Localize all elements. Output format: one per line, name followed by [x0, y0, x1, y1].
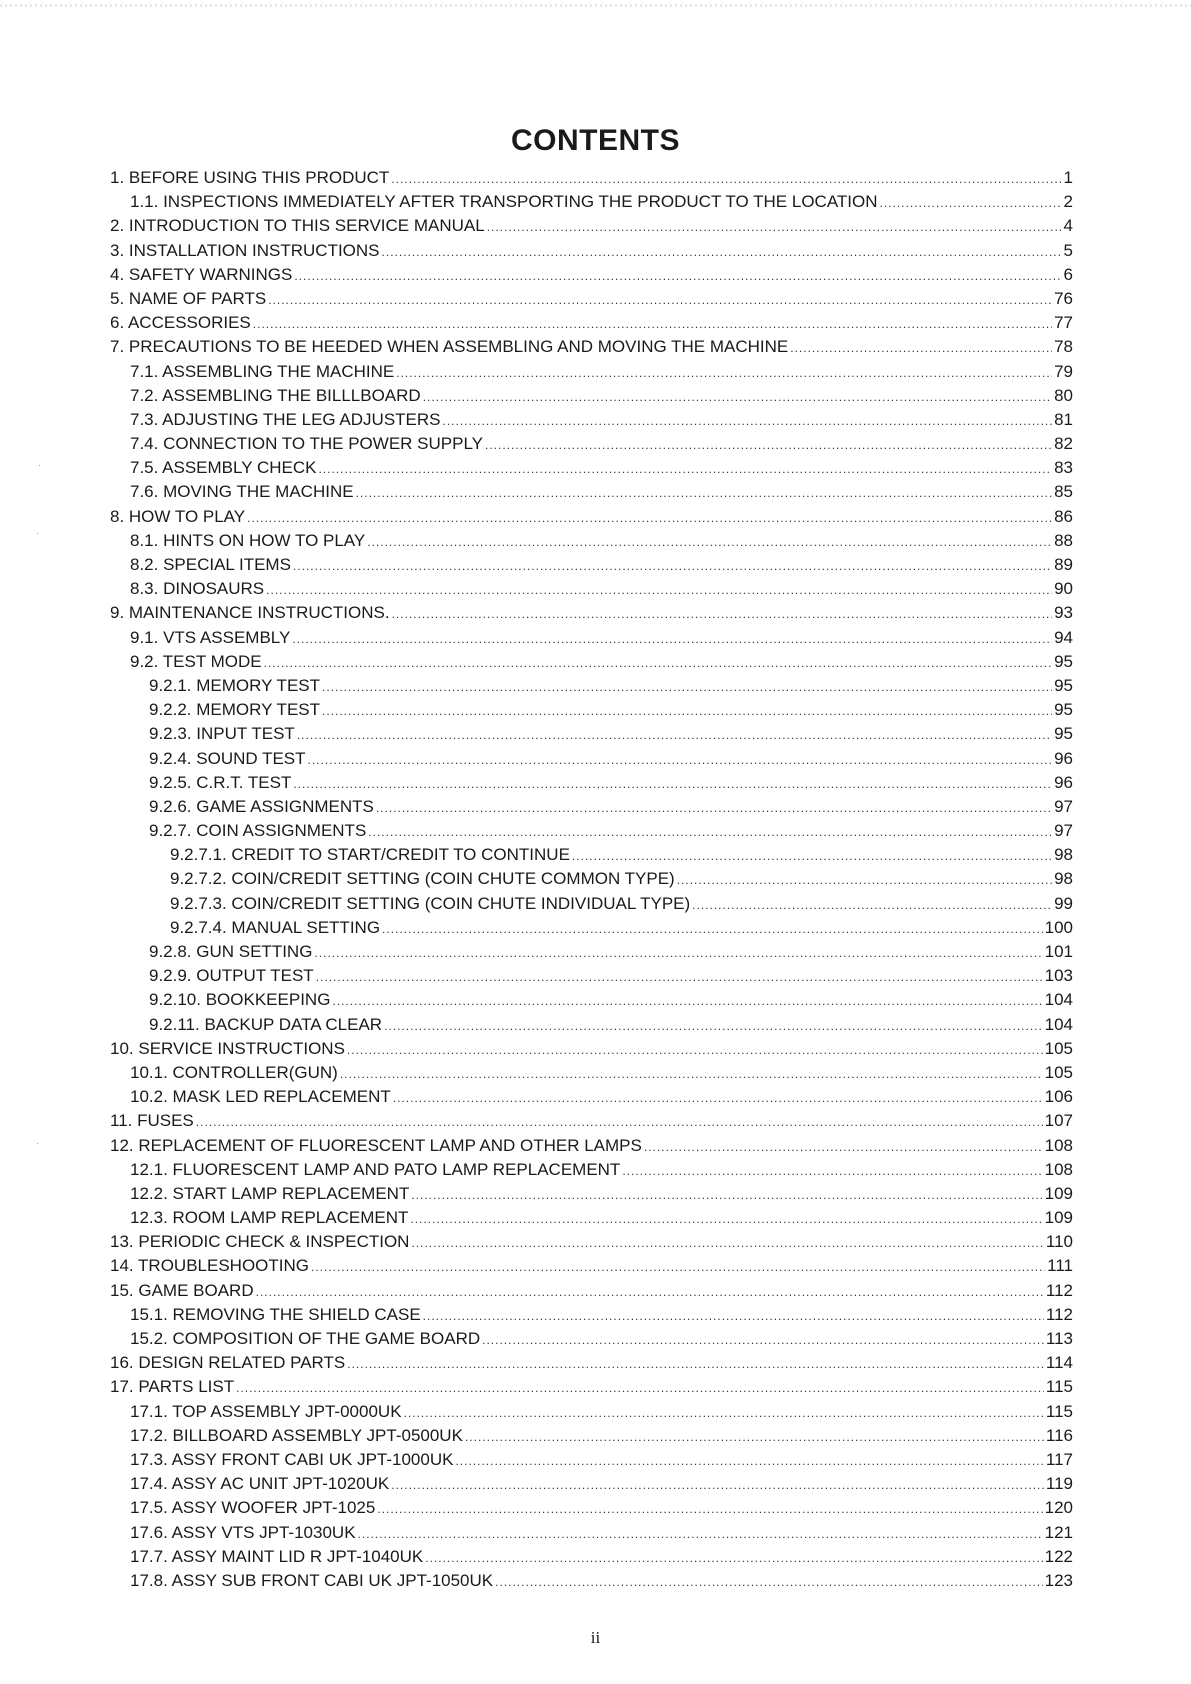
toc-entry-title: 12. REPLACEMENT OF FLUORESCENT LAMP AND OTHER LAMPS — [110, 1135, 642, 1155]
toc-entry — [110, 1254, 1073, 1278]
toc-entry-title: 17. PARTS LIST — [110, 1377, 235, 1397]
toc-entry — [110, 1303, 1073, 1327]
toc-entry-title: 1.1. INSPECTIONS IMMEDIATELY AFTER TRANSPORTING THE PRODUCT TO THE LOCATION — [130, 192, 878, 212]
toc-entry-title: 13. PERIODIC CHECK & INSPECTION — [110, 1232, 410, 1252]
toc-entry-page: 97 — [1054, 796, 1073, 816]
toc-dot-leader — [404, 1401, 1044, 1425]
toc-entry-page: 5 — [1063, 240, 1073, 260]
toc-entry — [110, 214, 1073, 238]
toc-entry-page: 104 — [1044, 990, 1073, 1010]
toc-entry — [110, 819, 1073, 843]
toc-dot-leader — [367, 530, 1052, 554]
toc-entry-title: 9.2.6. GAME ASSIGNMENTS — [149, 796, 374, 816]
toc-entry-title: 17.8. ASSY SUB FRONT CABI UK JPT-1050UK — [130, 1570, 494, 1590]
toc-entry-title: 17.3. ASSY FRONT CABI UK JPT-1000UK — [130, 1449, 454, 1469]
toc-entry-title: 9.2.7.1. CREDIT TO START/CREDIT TO CONTINUE — [170, 845, 570, 865]
toc-entry-title: 7.2. ASSEMBLING THE BILLLBOARD — [130, 385, 421, 405]
toc-dot-leader — [677, 868, 1052, 892]
toc-entry-title: 9.2.9. OUTPUT TEST — [149, 966, 314, 986]
toc-entry — [110, 1013, 1073, 1037]
toc-entry-title: 17.6. ASSY VTS JPT-1030UK — [130, 1522, 356, 1542]
toc-entry — [110, 601, 1073, 625]
toc-entry-page: 2 — [1063, 192, 1073, 212]
toc-entry-page: 96 — [1054, 772, 1073, 792]
toc-entry-page: 103 — [1044, 966, 1073, 986]
toc-entry — [110, 263, 1073, 287]
toc-dot-leader — [322, 699, 1052, 723]
toc-entry-title: 3. INSTALLATION INSTRUCTIONS — [110, 240, 380, 260]
toc-entry-title: 8.2. SPECIAL ITEMS — [130, 555, 291, 574]
toc-entry — [110, 722, 1073, 746]
toc-entry-title: 9.2.3. INPUT TEST — [149, 724, 295, 744]
toc-dot-leader — [266, 578, 1052, 602]
toc-entry — [110, 988, 1073, 1012]
toc-entry-title: 2. INTRODUCTION TO THIS SERVICE MANUAL — [110, 216, 485, 236]
toc-dot-leader — [382, 917, 1043, 941]
toc-entry-page: 100 — [1044, 917, 1073, 937]
toc-entry — [110, 1375, 1073, 1399]
toc-dot-leader — [495, 1570, 1042, 1594]
toc-dot-leader — [297, 723, 1052, 747]
toc-entry-page: 99 — [1054, 893, 1073, 913]
toc-entry-page: 109 — [1044, 1208, 1073, 1228]
toc-entry-page: 76 — [1054, 288, 1073, 308]
toc-dot-leader — [314, 941, 1042, 965]
toc-dot-leader — [247, 506, 1052, 530]
toc-entry-page: 82 — [1054, 434, 1073, 454]
toc-dot-leader — [236, 1376, 1044, 1400]
toc-entry-page: 121 — [1044, 1522, 1073, 1542]
toc-entry-page: 77 — [1054, 313, 1073, 333]
toc-entry — [110, 1109, 1073, 1133]
toc-entry — [110, 892, 1073, 916]
toc-dot-leader — [347, 1352, 1044, 1376]
toc-dot-leader — [487, 215, 1062, 239]
toc-entry — [110, 1521, 1073, 1545]
toc-entry-page: 95 — [1054, 675, 1073, 695]
toc-entry-title: 9.2.7.3. COIN/CREDIT SETTING (COIN CHUTE INDIVIDUAL TYPE) — [170, 893, 691, 913]
toc-dot-leader — [411, 1183, 1042, 1207]
toc-entry — [110, 384, 1073, 408]
toc-entry-page: 98 — [1054, 845, 1073, 865]
toc-entry-page: 6 — [1063, 264, 1073, 284]
toc-dot-leader — [423, 385, 1052, 409]
toc-entry-page: 107 — [1044, 1111, 1073, 1131]
toc-entry — [110, 964, 1073, 988]
toc-dot-leader — [358, 1522, 1043, 1546]
toc-entry-page: 111 — [1047, 1256, 1073, 1276]
toc-entry-page: 4 — [1063, 216, 1073, 236]
toc-entry — [110, 1279, 1073, 1303]
toc-dot-leader — [485, 433, 1052, 457]
toc-dot-leader — [410, 1207, 1042, 1231]
toc-entry-page: 109 — [1044, 1183, 1073, 1203]
toc-entry — [110, 311, 1073, 335]
toc-entry-title: 17.2. BILLBOARD ASSEMBLY JPT-0500UK — [130, 1425, 463, 1445]
toc-entry-page: 85 — [1054, 482, 1073, 502]
toc-dot-leader — [465, 1425, 1044, 1449]
toc-entry-title: 8. HOW TO PLAY — [110, 506, 246, 526]
toc-dot-leader — [292, 627, 1052, 651]
toc-dot-leader — [268, 288, 1052, 312]
toc-entry-title: 10.2. MASK LED REPLACEMENT — [130, 1087, 391, 1107]
scan-speck: · — [36, 528, 40, 539]
toc-dot-leader — [332, 989, 1042, 1013]
toc-entry-page: 112 — [1045, 1304, 1073, 1324]
toc-entry-page: 115 — [1045, 1401, 1073, 1421]
toc-dot-leader — [391, 167, 1061, 191]
toc-dot-leader — [443, 409, 1053, 433]
toc-entry-page: 117 — [1045, 1449, 1073, 1469]
toc-dot-leader — [196, 1110, 1043, 1134]
toc-entry-page: 108 — [1044, 1159, 1073, 1179]
toc-entry-page: 95 — [1054, 724, 1073, 744]
toc-dot-leader — [318, 457, 1052, 481]
toc-entry-page: 106 — [1044, 1087, 1073, 1107]
toc-entry — [110, 1472, 1073, 1496]
toc-entry-title: 7.6. MOVING THE MACHINE — [130, 482, 354, 502]
toc-entry-page: 114 — [1045, 1353, 1073, 1373]
toc-entry — [110, 1424, 1073, 1448]
toc-entry — [110, 1182, 1073, 1206]
toc-entry-page: 96 — [1054, 748, 1073, 768]
toc-entry-page: 113 — [1045, 1329, 1073, 1348]
toc-dot-leader — [572, 844, 1052, 868]
toc-entry — [110, 1061, 1073, 1085]
toc-dot-leader — [293, 554, 1052, 578]
toc-entry-title: 17.4. ASSY AC UNIT JPT-1020UK — [130, 1474, 390, 1494]
toc-entry-page: 108 — [1044, 1135, 1073, 1155]
toc-entry-title: 9. MAINTENANCE INSTRUCTIONS. — [110, 603, 390, 623]
toc-entry-title: 15. GAME BOARD — [110, 1280, 254, 1300]
toc-entry-page: 116 — [1045, 1425, 1073, 1445]
toc-dot-leader — [425, 1546, 1042, 1570]
toc-dot-leader — [253, 312, 1052, 336]
toc-dot-leader — [322, 675, 1052, 699]
scan-edge-noise — [0, 4, 1191, 7]
toc-entry-title: 10. SERVICE INSTRUCTIONS — [110, 1038, 345, 1058]
toc-entry — [110, 1400, 1073, 1424]
toc-dot-leader — [423, 1304, 1044, 1328]
toc-dot-leader — [347, 1038, 1043, 1062]
toc-entry — [110, 795, 1073, 819]
toc-entry-page: 94 — [1054, 627, 1073, 647]
toc-entry-title: 9.2.7.4. MANUAL SETTING — [170, 917, 381, 937]
toc-dot-leader — [692, 893, 1052, 917]
toc-entry-page: 90 — [1054, 579, 1073, 599]
scan-speck: · — [38, 460, 42, 471]
toc-entry-page: 98 — [1054, 869, 1073, 889]
toc-entry — [110, 1037, 1073, 1061]
toc-dot-leader — [880, 191, 1062, 215]
toc-entry — [110, 698, 1073, 722]
toc-dot-leader — [644, 1135, 1043, 1159]
toc-dot-leader — [264, 651, 1052, 675]
toc-entry — [110, 867, 1073, 891]
toc-entry-page: 119 — [1045, 1474, 1073, 1494]
toc-entry-title: 17.7. ASSY MAINT LID R JPT-1040UK — [130, 1546, 424, 1566]
toc-entry — [110, 1230, 1073, 1254]
toc-entry — [110, 239, 1073, 263]
toc-entry-title: 9.2.1. MEMORY TEST — [149, 675, 321, 695]
toc-entry-page: 88 — [1054, 530, 1073, 550]
toc-entry — [110, 1085, 1073, 1109]
toc-dot-leader — [256, 1280, 1044, 1304]
toc-entry-page: 1 — [1063, 168, 1073, 187]
toc-dot-leader — [396, 361, 1052, 385]
toc-entry — [110, 1351, 1073, 1375]
toc-entry — [110, 480, 1073, 504]
toc-entry-title: 1. BEFORE USING THIS PRODUCT — [110, 168, 390, 187]
toc-entry-page: 105 — [1044, 1062, 1073, 1082]
toc-entry-title: 7.4. CONNECTION TO THE POWER SUPPLY — [130, 434, 483, 454]
toc-entry-page: 101 — [1044, 942, 1073, 961]
toc-entry — [110, 747, 1073, 771]
toc-entry — [110, 287, 1073, 311]
scan-speck: · — [36, 1138, 40, 1149]
toc-entry-page: 86 — [1054, 506, 1073, 526]
toc-entry — [110, 1134, 1073, 1158]
toc-entry-title: 9.2.7.2. COIN/CREDIT SETTING (COIN CHUTE COMMON TYPE) — [170, 869, 675, 889]
toc-entry — [110, 1545, 1073, 1569]
toc-entry-title: 12.3. ROOM LAMP REPLACEMENT — [130, 1208, 409, 1228]
toc-entry-page: 97 — [1054, 821, 1073, 841]
toc-dot-leader — [377, 1497, 1042, 1521]
toc-dot-leader — [294, 264, 1061, 288]
toc-entry-title: 8.1. HINTS ON HOW TO PLAY — [130, 530, 366, 550]
toc-entry-title: 7.3. ADJUSTING THE LEG ADJUSTERS — [130, 409, 441, 429]
toc-entry-title: 15.1. REMOVING THE SHIELD CASE — [130, 1304, 421, 1324]
toc-entry-title: 9.2. TEST MODE — [130, 651, 262, 671]
toc-entry-title: 12.1. FLUORESCENT LAMP AND PATO LAMP REPLACEMENT — [130, 1159, 621, 1179]
toc-entry — [110, 843, 1073, 867]
toc-dot-leader — [392, 602, 1052, 626]
toc-entry — [110, 771, 1073, 795]
page-number: ii — [590, 1628, 601, 1647]
toc-dot-leader — [382, 240, 1062, 264]
toc-entry-title: 12.2. START LAMP REPLACEMENT — [130, 1183, 410, 1203]
toc-entry-title: 9.2.10. BOOKKEEPING — [149, 990, 331, 1010]
toc-entry-page: 105 — [1044, 1038, 1073, 1058]
toc-entry-page: 79 — [1054, 361, 1073, 381]
toc-entry — [110, 1569, 1073, 1593]
toc-entry-title: 7. PRECAUTIONS TO BE HEEDED WHEN ASSEMBLING AND MOVING THE MACHINE — [110, 337, 789, 357]
table-of-contents — [110, 166, 1073, 1593]
toc-entry-page: 81 — [1054, 409, 1073, 429]
toc-entry-title: 5. NAME OF PARTS — [110, 288, 267, 308]
toc-dot-leader — [393, 1086, 1043, 1110]
toc-dot-leader — [356, 481, 1053, 505]
toc-entry-page: 83 — [1054, 458, 1073, 478]
toc-entry — [110, 940, 1073, 964]
toc-entry — [110, 674, 1073, 698]
toc-entry — [110, 553, 1073, 577]
toc-dot-leader — [411, 1231, 1043, 1255]
toc-entry — [110, 432, 1073, 456]
toc-entry-title: 9.2.11. BACKUP DATA CLEAR — [149, 1014, 383, 1034]
toc-entry-title: 9.2.7. COIN ASSIGNMENTS — [149, 821, 367, 841]
toc-entry-page: 120 — [1044, 1498, 1073, 1518]
toc-entry-page: 115 — [1045, 1377, 1073, 1397]
toc-entry — [110, 916, 1073, 940]
toc-entry-title: 9.2.4. SOUND TEST — [149, 748, 306, 768]
toc-entry — [110, 1496, 1073, 1520]
toc-entry-page: 122 — [1044, 1546, 1073, 1566]
toc-entry-title: 7.5. ASSEMBLY CHECK — [130, 458, 317, 478]
toc-entry-title: 10.1. CONTROLLER(GUN) — [130, 1062, 338, 1082]
toc-entry — [110, 1158, 1073, 1182]
toc-entry-title: 6. ACCESSORIES — [110, 313, 251, 333]
toc-entry — [110, 166, 1073, 190]
toc-entry — [110, 505, 1073, 529]
toc-dot-leader — [384, 1014, 1043, 1038]
toc-dot-leader — [311, 1255, 1045, 1279]
toc-entry — [110, 408, 1073, 432]
toc-entry-title: 11. FUSES — [110, 1111, 194, 1131]
toc-entry-title: 14. TROUBLESHOOTING — [110, 1256, 310, 1276]
toc-entry-title: 9.1. VTS ASSEMBLY — [130, 627, 291, 647]
toc-entry — [110, 577, 1073, 601]
toc-entry — [110, 650, 1073, 674]
toc-entry-page: 110 — [1045, 1232, 1073, 1252]
toc-entry-page: 104 — [1044, 1014, 1073, 1034]
toc-entry — [110, 1206, 1073, 1230]
toc-dot-leader — [790, 336, 1052, 360]
toc-entry-title: 9.2.8. GUN SETTING — [149, 942, 313, 961]
toc-entry-page: 95 — [1054, 651, 1073, 671]
toc-entry-title: 8.3. DINOSAURS — [130, 579, 265, 599]
toc-entry-title: 17.1. TOP ASSEMBLY JPT-0000UK — [130, 1401, 402, 1421]
toc-entry-page: 89 — [1054, 555, 1073, 574]
toc-dot-leader — [622, 1159, 1042, 1183]
toc-dot-leader — [368, 820, 1052, 844]
toc-entry-title: 9.2.2. MEMORY TEST — [149, 700, 321, 720]
toc-dot-leader — [376, 796, 1052, 820]
toc-entry-page: 78 — [1054, 337, 1073, 357]
toc-dot-leader — [308, 748, 1053, 772]
page-title: CONTENTS — [511, 124, 680, 157]
toc-dot-leader — [482, 1328, 1044, 1352]
toc-entry-title: 7.1. ASSEMBLING THE MACHINE — [130, 361, 395, 381]
toc-entry — [110, 529, 1073, 553]
toc-entry — [110, 456, 1073, 480]
toc-entry-page: 112 — [1045, 1280, 1073, 1300]
toc-entry-page: 95 — [1054, 700, 1073, 720]
toc-entry-title: 4. SAFETY WARNINGS — [110, 264, 293, 284]
toc-entry-page: 80 — [1054, 385, 1073, 405]
toc-entry — [110, 1327, 1073, 1351]
toc-dot-leader — [340, 1062, 1043, 1086]
toc-entry — [110, 360, 1073, 384]
toc-entry-page: 123 — [1044, 1570, 1073, 1590]
toc-entry — [110, 190, 1073, 214]
toc-dot-leader — [455, 1449, 1043, 1473]
toc-entry-title: 9.2.5. C.R.T. TEST — [149, 772, 292, 792]
toc-entry — [110, 1448, 1073, 1472]
toc-entry-title: 15.2. COMPOSITION OF THE GAME BOARD — [130, 1329, 481, 1348]
toc-dot-leader — [293, 772, 1052, 796]
toc-entry-page: 93 — [1054, 603, 1073, 623]
toc-entry — [110, 626, 1073, 650]
toc-dot-leader — [391, 1473, 1044, 1497]
toc-entry-title: 16. DESIGN RELATED PARTS — [110, 1353, 346, 1373]
toc-dot-leader — [316, 965, 1043, 989]
toc-entry — [110, 335, 1073, 359]
toc-entry-title: 17.5. ASSY WOOFER JPT-1025 — [130, 1498, 376, 1518]
